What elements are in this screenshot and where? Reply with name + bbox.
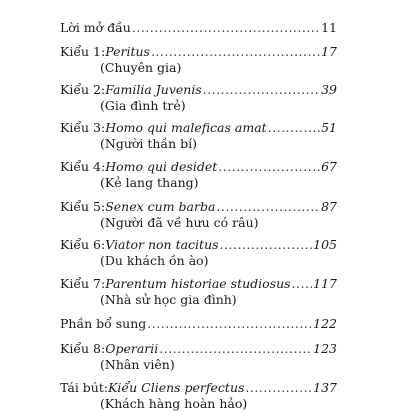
dot-leader xyxy=(220,237,313,253)
toc-entry-label: Kiểu 6: xyxy=(60,237,106,252)
toc-entry-label: Kiểu 7: xyxy=(60,276,106,291)
dot-leader xyxy=(203,82,320,98)
toc-entry-subtitle: (Khách hàng hoàn hảo) xyxy=(100,396,248,411)
toc-entry-page: 123 xyxy=(313,341,337,356)
dot-leader xyxy=(147,316,312,332)
dot-leader xyxy=(218,159,320,175)
toc-entry-latin-title: Homo qui desidet xyxy=(105,159,218,174)
toc-entry-type-1 xyxy=(60,44,337,76)
toc-entry-label: Kiểu 2: xyxy=(60,82,106,97)
toc-entry-label: Kiểu 8: xyxy=(60,341,106,356)
toc-entry-postscript xyxy=(60,380,337,412)
toc-entry-preface xyxy=(60,20,337,36)
toc-entry-latin-title: Senex cum barba xyxy=(105,199,216,214)
dot-leader xyxy=(132,20,320,36)
toc-entry-subtitle: (Nhà sử học gia đình) xyxy=(100,292,237,307)
toc-entry-page: 117 xyxy=(313,276,337,291)
dot-leader xyxy=(268,120,320,136)
toc-entry-label: Kiểu 5: xyxy=(60,199,106,214)
toc-entry-type-4 xyxy=(60,159,337,191)
toc-entry-latin-title: Homo qui maleficas amat xyxy=(105,120,267,135)
toc-entry-label: Kiểu 1: xyxy=(60,44,106,59)
toc-entry-subtitle: (Kẻ lang thang) xyxy=(100,175,199,190)
toc-entry-page: 17 xyxy=(321,44,337,59)
toc-entry-label: Phần bổ sung xyxy=(60,316,147,331)
toc-entry-page: 105 xyxy=(313,237,337,252)
toc-entry-latin-title: Viator non tacitus xyxy=(105,237,219,252)
toc-entry-type-6 xyxy=(60,237,337,269)
toc-entry-latin-title: Familia Juvenis xyxy=(105,82,202,97)
toc-entry-label: Kiểu 4: xyxy=(60,159,106,174)
toc-entry-label: Lời mở đầu xyxy=(60,20,131,35)
toc-entry-subtitle: (Người đã về hưu có râu) xyxy=(100,215,259,230)
toc-entry-type-2 xyxy=(60,82,337,114)
toc-entry-subtitle: (Nhân viên) xyxy=(100,357,175,372)
toc-entry-type-7 xyxy=(60,276,337,308)
toc-entry-subtitle: (Người thần bí) xyxy=(100,136,197,151)
toc-entry-latin-title: Kiểu Cliens perfectus xyxy=(108,380,245,395)
dot-leader xyxy=(292,276,313,292)
toc-entry-type-5 xyxy=(60,199,337,231)
toc-entry-label: Kiểu 3: xyxy=(60,120,106,135)
toc-entry-page: 67 xyxy=(321,159,337,174)
toc-entry-subtitle: (Gia đình trẻ) xyxy=(100,98,186,113)
toc-entry-page: 87 xyxy=(321,199,337,214)
toc-entry-latin-title: Parentum historiae studiosus xyxy=(105,276,291,291)
dot-leader xyxy=(216,199,320,215)
dot-leader xyxy=(159,341,312,357)
toc-entry-subtitle: (Chuyên gia) xyxy=(100,60,182,75)
toc-entry-type-3 xyxy=(60,120,337,152)
toc-entry-supplement xyxy=(60,316,337,332)
toc-entry-page: 137 xyxy=(313,380,337,395)
toc-entry-latin-title: Peritus xyxy=(105,44,150,59)
dot-leader xyxy=(151,44,320,60)
toc-entry-page: 11 xyxy=(321,20,337,35)
toc-entry-subtitle: (Du khách ồn ào) xyxy=(100,253,209,268)
dot-leader xyxy=(245,380,312,396)
toc-entry-label: Tái bút: xyxy=(60,380,109,395)
toc-entry-page: 122 xyxy=(313,316,337,331)
toc-entry-latin-title: Operarii xyxy=(105,341,159,356)
toc-entry-type-8 xyxy=(60,341,337,373)
toc-entry-page: 39 xyxy=(321,82,337,97)
toc-entry-page: 51 xyxy=(321,120,337,135)
